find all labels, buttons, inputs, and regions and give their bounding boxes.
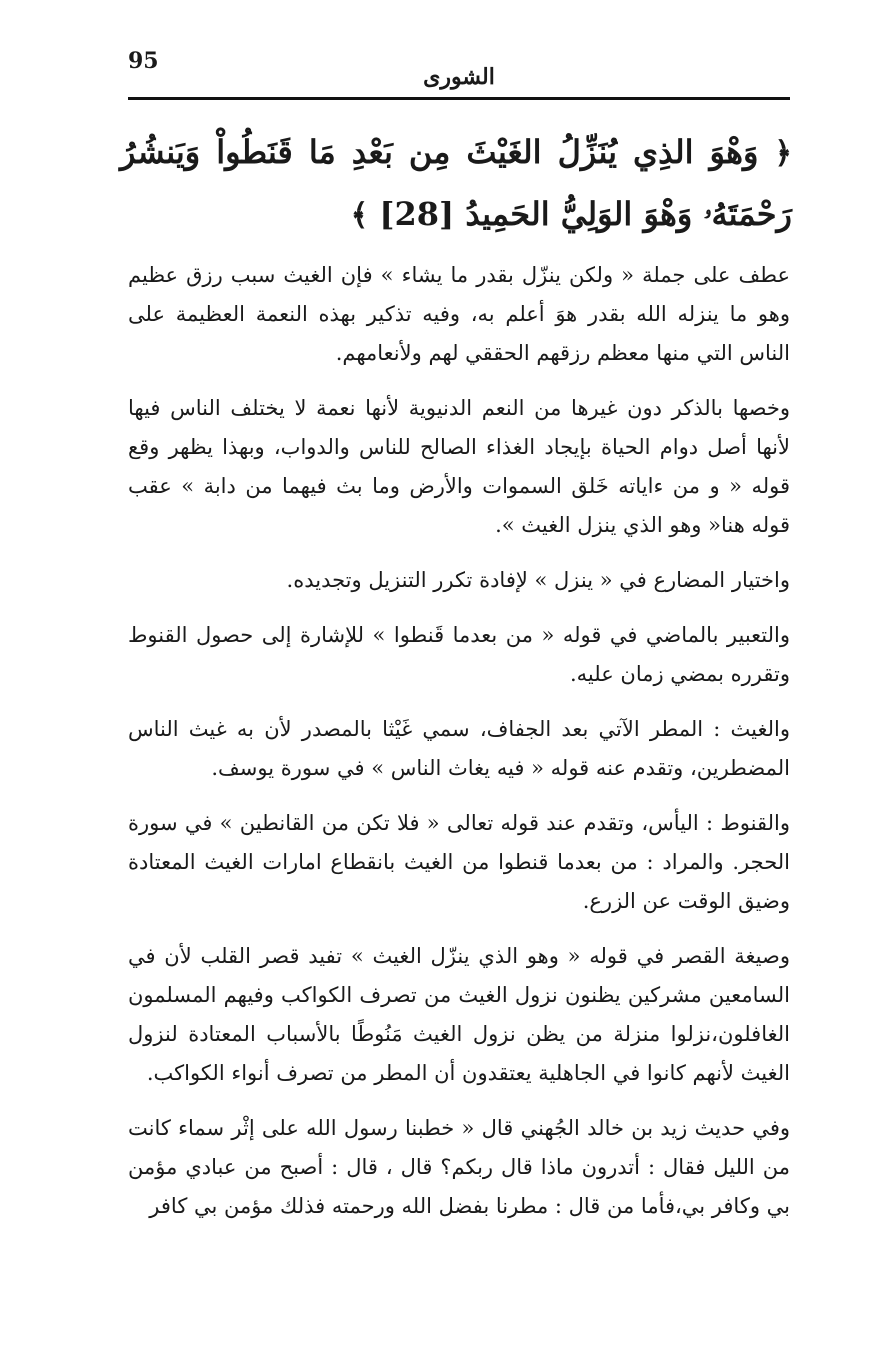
paragraph: عطف على جملة « ولكن ينزّل بقدر ما يشاء » فإن الغيث سبب رزق عظيم وهو ما ينزله الله بقدر هوَ أعلم به، وفيه تذكير بهذه النعمة العظيمة على الناس التي منها معظم رزقهم الحققي لهم ولأنعامهم. [128, 263, 790, 365]
header-rule [128, 97, 790, 100]
paragraph: والغيث : المطر الآتي بعد الجفاف، سمي غَيْثا بالمصدر لأن به غيث الناس المضطرين، وتقدم عنه قوله « فيه يغاث الناس » في سورة يوسف. [128, 717, 790, 780]
verse-close-bracket: ﴾ [350, 198, 369, 233]
paragraph: والتعبير بالماضي في قوله « من بعدما قَنطوا » للإشارة إلى حصول القنوط وتقرره بمضي زمان عليه. [128, 623, 790, 686]
paragraph: وخصها بالذكر دون غيرها من النعم الدنيوية لأنها نعمة لا يختلف الناس فيها لأنها أصل دوام الحياة بإيجاد الغذاء الصالح للناس والدواب، وبهذا يظهر وقع قوله « و من ءاياته خَلق السموات والأرض وما بث فيهما من دابة » عقب قوله هنا« وهو الذي ينزل الغيث ». [128, 396, 790, 537]
verse-open-bracket: ﴿ [774, 136, 793, 171]
page-number: 95 [128, 48, 159, 74]
quran-verse [120, 122, 792, 246]
running-title: الشورى [423, 64, 495, 90]
verse-text: وَهْوَ الذِي يُنَزِّلُ الغَيْثَ مِن بَعْدِ مَا قَنَطُواْ وَيَنشُرُ رَحْمَتَهُۥ وَهْوَ الوَلِيُّ الحَمِيدُ [28] [120, 133, 792, 233]
paragraph: واختيار المضارع في « ينزل » لإفادة تكرر التنزيل وتجديده. [286, 568, 790, 592]
paragraph: وفي حديث زيد بن خالد الجُهني قال « خطبنا رسول الله على إثْر سماء كانت من الليل فقال : أتدرون ماذا قال ربكم؟ قال ، قال : أصبح من عبادي مؤمن بي وكافر بي،فأما من قال : مطرنا بفضل الله ورحمته فذلك مؤمن بي كافر [128, 1116, 790, 1218]
page-header [128, 44, 790, 100]
paragraph: وصيغة القصر في قوله « وهو الذي ينزّل الغيث » تفيد قصر القلب لأن في السامعين مشركين يظنون نزول الغيث من تصرف الكواكب وفيهم المسلمون الغافلون،نزلوا منزلة من يظن نزول الغيث مَنُوطًا بالأسباب المعتادة لنزول الغيث لأنهم كانوا في الجاهلية يعتقدون أن المطر من تصرف أنواء الكواكب. [128, 944, 790, 1085]
commentary-body [128, 256, 790, 1242]
paragraph: والقنوط : اليأس، وتقدم عند قوله تعالى « فلا تكن من القانطين » في سورة الحجر. والمراد : من بعدما قنطوا من الغيث بانقطاع امارات الغيث المعتادة وضيق الوقت عن الزرع. [128, 811, 790, 913]
